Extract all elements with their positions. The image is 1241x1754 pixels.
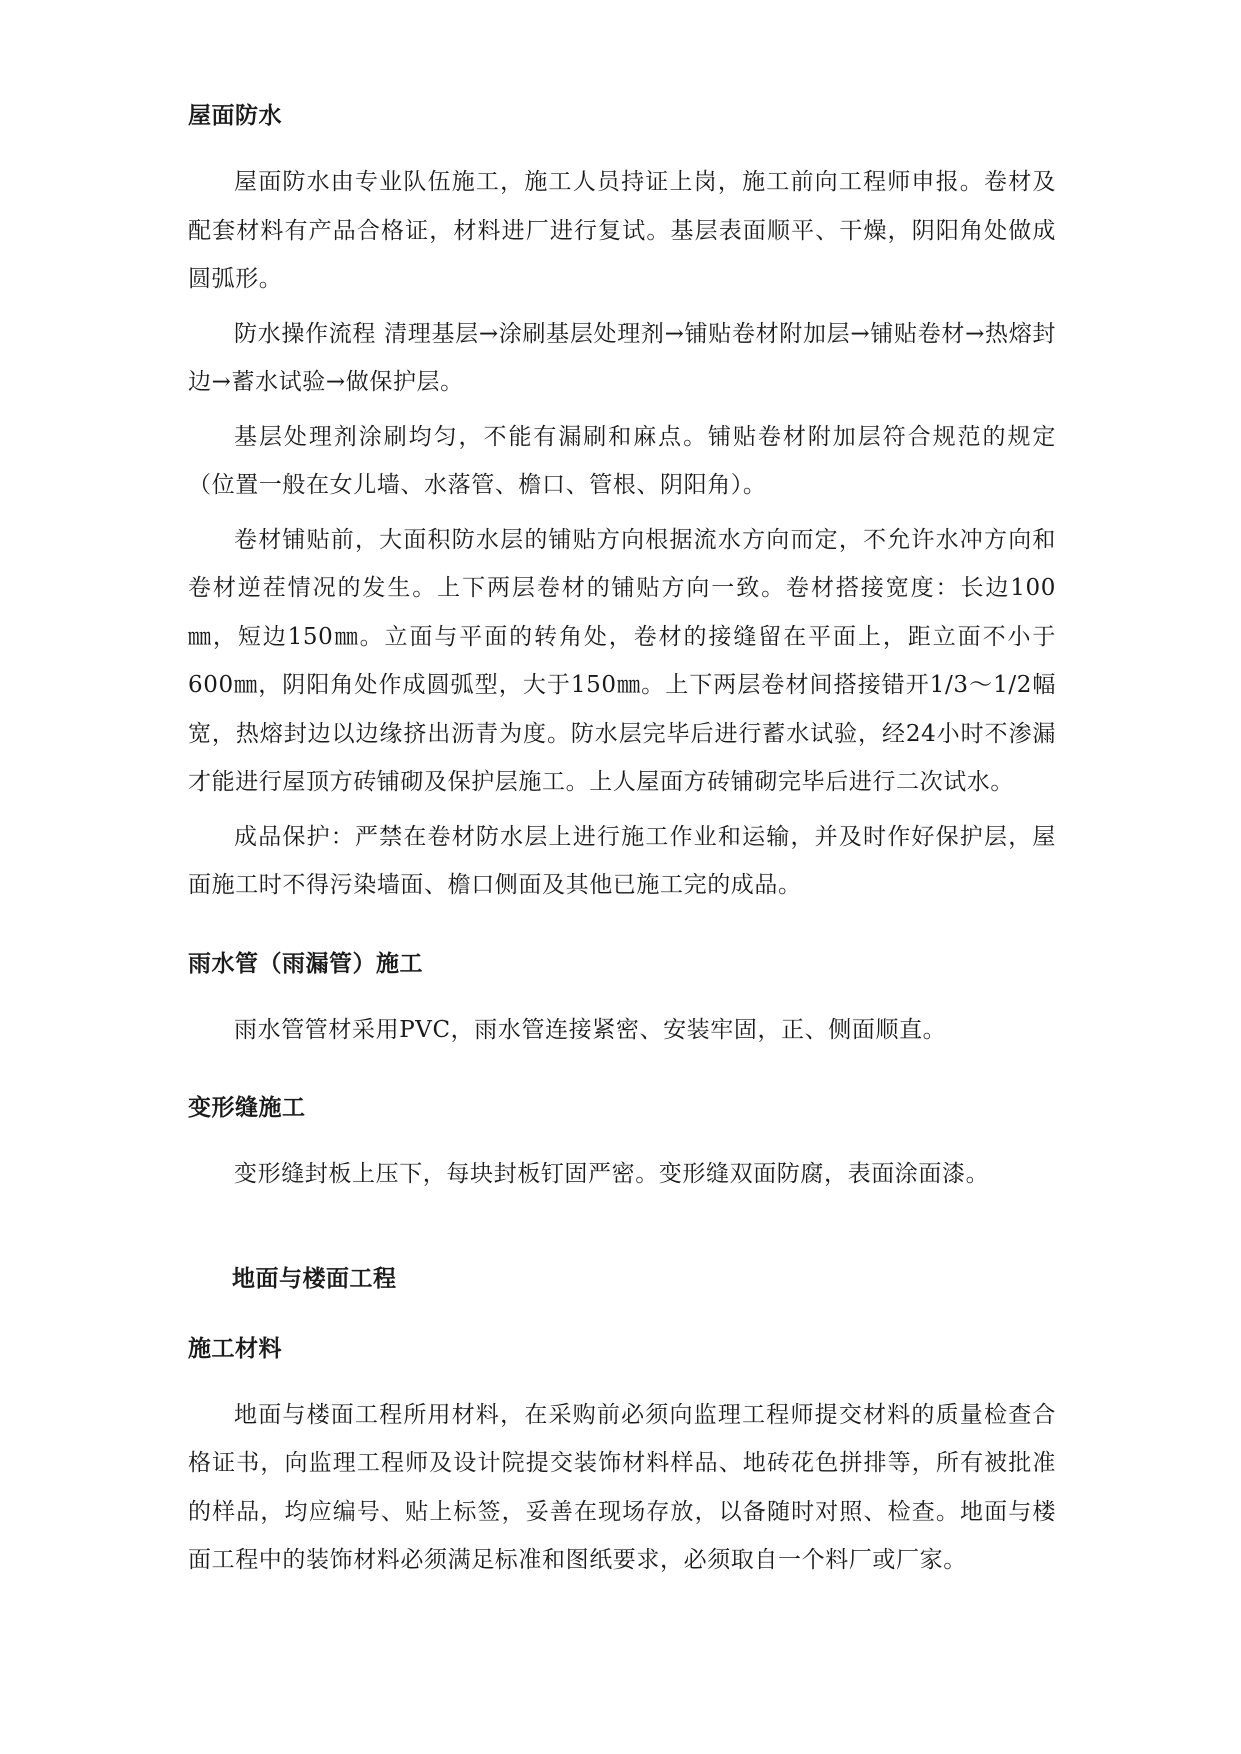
heading-expansion-joint: 变形缝施工 — [188, 1095, 306, 1121]
heading-roof-waterproof: 屋面防水 — [188, 103, 282, 129]
paragraph: 成品保护：严禁在卷材防水层上进行施工作业和运输，并及时作好保护层，屋面施工时不得污染墙面、檐口侧面及其他已施工完的成品。 — [188, 823, 1056, 898]
paragraph: 基层处理剂涂刷均匀，不能有漏刷和麻点。铺贴卷材附加层符合规范的规定（位置一般在女儿墙、水落管、檐口、管根、阴阳角）。 — [188, 423, 1056, 498]
paragraph: 地面与楼面工程所用材料，在采购前必须向监理工程师提交材料的质量检查合格证书，向监理工程师及设计院提交装饰材料样品、地砖花色拼排等，所有被批准的样品，均应编号、贴上标签，妥善在现场存放，以备随时对照、检查。地面与楼面工程中的装饰材料必须满足标准和图纸要求，必须取自一个料厂或厂家。 — [188, 1401, 1056, 1573]
paragraph: 变形缝封板上压下，每块封板钉固严密。变形缝双面防腐，表面涂面漆。 — [234, 1161, 990, 1187]
page-content — [188, 100, 1056, 1585]
heading-rain-pipe: 雨水管（雨漏管）施工 — [188, 950, 423, 977]
paragraph: 屋面防水由专业队伍施工，施工人员持证上岗，施工前向工程师申报。卷材及配套材料有产品合格证，材料进厂进行复试。基层表面顺平、干燥，阴阳角处做成圆弧形。 — [188, 169, 1056, 292]
heading-floor-chapter: 地面与楼面工程 — [232, 1265, 397, 1292]
heading-materials: 施工材料 — [188, 1335, 282, 1362]
paragraph: 雨水管管材采用PVC，雨水管连接紧密、安装牢固，正、侧面顺直。 — [234, 1016, 947, 1043]
paragraph: 卷材铺贴前，大面积防水层的铺贴方向根据流水方向而定，不允许水冲方向和卷材逆茬情况的发生。上下两层卷材的铺贴方向一致。卷材搭接宽度：长边100㎜，短边150㎜。立面与平面的转角处，卷材的接缝留在平面上，距立面不小于600㎜，阴阳角处作成圆弧型，大于150㎜。上下两层卷材间搭接错开1/3～1/2幅宽，热熔封边以边缘挤出沥青为度。防水层完毕后进行蓄水试验，经24小时不渗漏才能进行屋顶方砖铺砌及保护层施工。上人屋面方砖铺砌完毕后进行二次试水。 — [188, 526, 1056, 795]
paragraph: 防水操作流程 清理基层→涂刷基层处理剂→铺贴卷材附加层→铺贴卷材→热熔封边→蓄水试验→做保护层。 — [188, 320, 1056, 395]
